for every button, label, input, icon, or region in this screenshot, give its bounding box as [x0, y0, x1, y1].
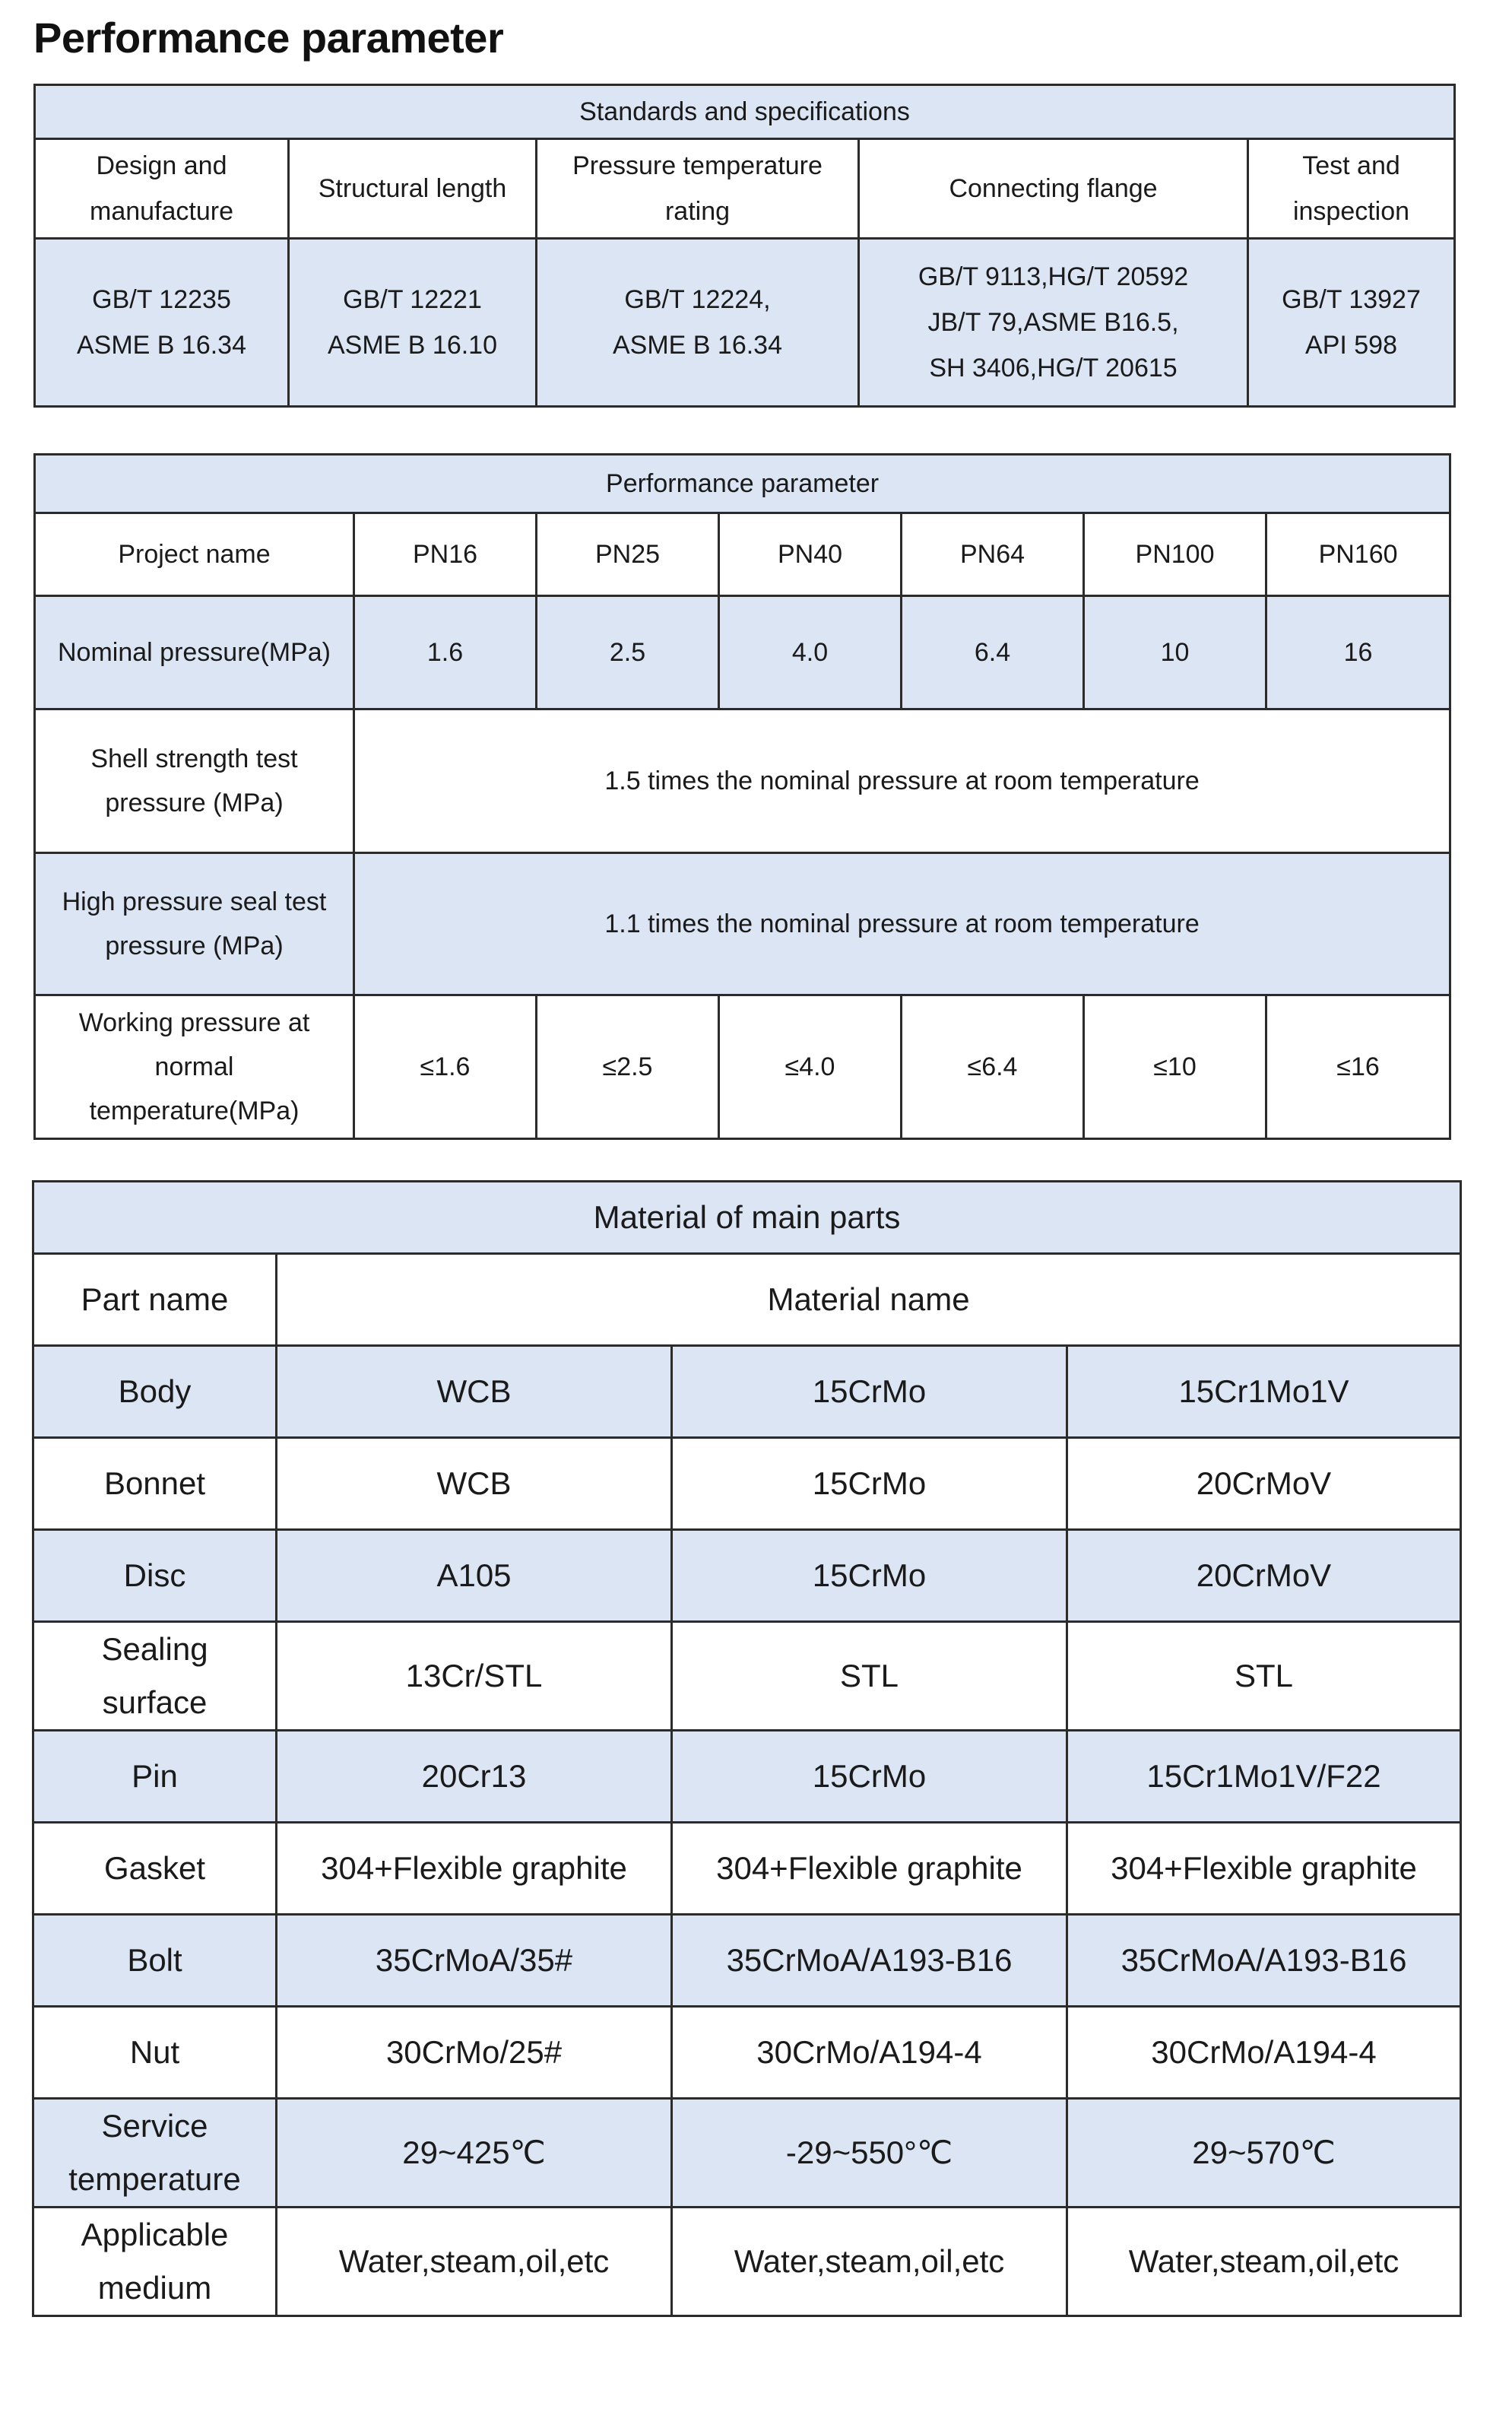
materials-table: [32, 1180, 1462, 2317]
table-row: [33, 1346, 1461, 1438]
materials-title: Material of main parts: [33, 1182, 1461, 1254]
table-cell: 304+Flexible graphite: [672, 1823, 1067, 1915]
table-cell: ≤16: [1266, 995, 1450, 1139]
table-cell: Bonnet: [33, 1438, 277, 1530]
standards-col-test-inspection: Test and inspection: [1248, 139, 1455, 239]
table-cell: Water,steam,oil,etc: [672, 2208, 1067, 2316]
table-cell: Service temperature: [33, 2099, 277, 2208]
standards-col-pressure-rating: Pressure temperature rating: [537, 139, 859, 239]
standards-col-design: Design and manufacture: [35, 139, 289, 239]
standards-value-design: GB/T 12235 ASME B 16.34: [35, 239, 289, 407]
table-row: [35, 596, 1450, 709]
table-cell: Body: [33, 1346, 277, 1438]
table-cell: 4.0: [719, 596, 902, 709]
table-cell: Gasket: [33, 1823, 277, 1915]
table-cell: 35CrMoA/A193-B16: [672, 1915, 1067, 2007]
page-title: Performance parameter: [33, 14, 504, 62]
table-row: [33, 2099, 1461, 2208]
table-cell: 35CrMoA/A193-B16: [1067, 1915, 1461, 2007]
table-cell: PN100: [1084, 513, 1266, 596]
table-cell: 35CrMoA/35#: [277, 1915, 672, 2007]
table-cell: Bolt: [33, 1915, 277, 2007]
performance-title: Performance parameter: [35, 455, 1450, 513]
table-cell: 1.1 times the nominal pressure at room temperature: [354, 853, 1450, 995]
table-cell: PN16: [354, 513, 537, 596]
table-cell: 1.5 times the nominal pressure at room temperature: [354, 709, 1450, 853]
table-cell: 2.5: [537, 596, 719, 709]
table-cell: PN64: [902, 513, 1084, 596]
table-cell: Sealing surface: [33, 1622, 277, 1731]
table-cell: 20Cr13: [277, 1731, 672, 1823]
table-row: [33, 1915, 1461, 2007]
standards-value-pressure-rating: GB/T 12224, ASME B 16.34: [537, 239, 859, 407]
table-cell: Project name: [35, 513, 354, 596]
table-cell: WCB: [277, 1438, 672, 1530]
table-cell: PN160: [1266, 513, 1450, 596]
table-cell: Water,steam,oil,etc: [1067, 2208, 1461, 2316]
table-cell: STL: [672, 1622, 1067, 1731]
table-cell: WCB: [277, 1346, 672, 1438]
table-cell: PN25: [537, 513, 719, 596]
table-cell: ≤1.6: [354, 995, 537, 1139]
part-name-header: Part name: [33, 1254, 277, 1346]
table-cell: ≤2.5: [537, 995, 719, 1139]
table-cell: 15CrMo: [672, 1731, 1067, 1823]
table-cell: 29~425℃: [277, 2099, 672, 2208]
table-cell: 304+Flexible graphite: [277, 1823, 672, 1915]
table-row: [33, 2007, 1461, 2099]
table-cell: Water,steam,oil,etc: [277, 2208, 672, 2316]
table-cell: 15Cr1Mo1V/F22: [1067, 1731, 1461, 1823]
table-cell: A105: [277, 1530, 672, 1622]
standards-value-structural-length: GB/T 12221 ASME B 16.10: [289, 239, 537, 407]
table-cell: 30CrMo/A194-4: [672, 2007, 1067, 2099]
table-cell: 15Cr1Mo1V: [1067, 1346, 1461, 1438]
standards-value-test-inspection: GB/T 13927 API 598: [1248, 239, 1455, 407]
table-cell: 30CrMo/25#: [277, 2007, 672, 2099]
table-row: [33, 1438, 1461, 1530]
table-row: [35, 513, 1450, 596]
table-cell: 15CrMo: [672, 1438, 1067, 1530]
table-cell: ≤10: [1084, 995, 1266, 1139]
table-cell: ≤6.4: [902, 995, 1084, 1139]
table-cell: High pressure seal test pressure (MPa): [35, 853, 354, 995]
table-cell: 20CrMoV: [1067, 1438, 1461, 1530]
table-cell: 15CrMo: [672, 1530, 1067, 1622]
table-cell: -29~550°℃: [672, 2099, 1067, 2208]
table-row: [33, 1731, 1461, 1823]
table-row: [35, 709, 1450, 853]
standards-table: [33, 84, 1456, 408]
table-cell: 6.4: [902, 596, 1084, 709]
table-row: [33, 1530, 1461, 1622]
table-cell: 16: [1266, 596, 1450, 709]
table-row: [35, 995, 1450, 1139]
table-cell: 20CrMoV: [1067, 1530, 1461, 1622]
table-cell: 29~570℃: [1067, 2099, 1461, 2208]
table-row: [33, 2208, 1461, 2316]
table-cell: 1.6: [354, 596, 537, 709]
table-cell: Shell strength test pressure (MPa): [35, 709, 354, 853]
table-cell: 10: [1084, 596, 1266, 709]
standards-col-structural-length: Structural length: [289, 139, 537, 239]
table-row: [35, 853, 1450, 995]
table-cell: 13Cr/STL: [277, 1622, 672, 1731]
table-cell: Applicable medium: [33, 2208, 277, 2316]
material-name-header: Material name: [277, 1254, 1461, 1346]
table-cell: 304+Flexible graphite: [1067, 1823, 1461, 1915]
standards-value-connecting-flange: GB/T 9113,HG/T 20592 JB/T 79,ASME B16.5, SH 3406,HG/T 20615: [859, 239, 1248, 407]
table-cell: PN40: [719, 513, 902, 596]
performance-table: [33, 453, 1451, 1140]
table-row: [33, 1823, 1461, 1915]
table-cell: Pin: [33, 1731, 277, 1823]
standards-col-connecting-flange: Connecting flange: [859, 139, 1248, 239]
table-cell: ≤4.0: [719, 995, 902, 1139]
table-cell: Nominal pressure(MPa): [35, 596, 354, 709]
table-cell: 15CrMo: [672, 1346, 1067, 1438]
standards-title: Standards and specifications: [35, 85, 1455, 139]
table-cell: 30CrMo/A194-4: [1067, 2007, 1461, 2099]
table-cell: STL: [1067, 1622, 1461, 1731]
table-cell: Disc: [33, 1530, 277, 1622]
table-row: [33, 1622, 1461, 1731]
table-cell: Nut: [33, 2007, 277, 2099]
table-cell: Working pressure at normal temperature(MPa): [35, 995, 354, 1139]
